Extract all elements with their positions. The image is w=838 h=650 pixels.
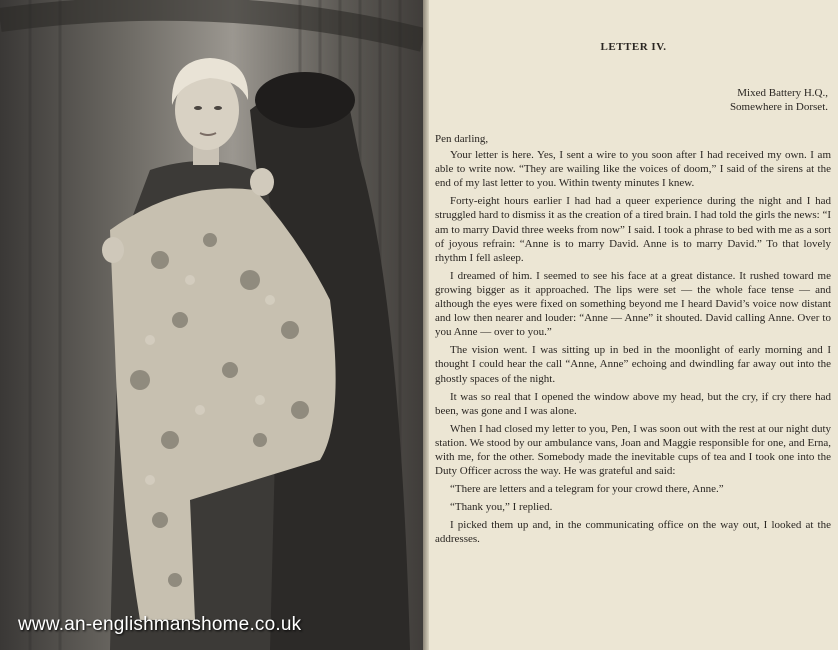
paragraph: Your letter is here. Yes, I sent a wire to you soon after I had received my own. I am able to write now. “They are wailing like the voices of doom,” I said of the sirens at the end of my last letter to you. Within twenty minutes I knew. bbox=[435, 149, 831, 190]
paragraph: Forty-eight hours earlier I had had a queer experience during the night and I had struggled hard to dismiss it as the creation of a tired brain. I had told the girls the news: “I am to marry David three weeks from now” I said. I took a phrase to bed with me as a sort of joyous refrain: “Anne is to marry David. Anne is to marry David.” To that lovely rhythm I fell asleep. bbox=[435, 195, 831, 264]
salutation: Pen darling, bbox=[435, 133, 489, 145]
letter-title: LETTER IV. bbox=[600, 41, 667, 53]
paragraph: The vision went. I was sitting up in bed in the moonlight of early morning and I thought I could hear the call “Anne, Anne” echoing and dwindling far away out into the ghostly spaces of the night. bbox=[435, 344, 831, 385]
paragraph: When I had closed my letter to you, Pen, I was soon out with the rest at our night duty station. We stood by our ambulance vans, Joan and Maggie responsible for one, and Erna, with me, for the other. Somebody made the inevitable cups of tea and I took one into the Duty Officer across the way. He was grateful and said: bbox=[435, 422, 831, 478]
letter-body bbox=[435, 132, 831, 551]
paragraph: It was so real that I opened the window above my head, but the cry, if cry there had been, was gone and I was alone. bbox=[435, 390, 831, 417]
address-line-2: Somewhere in Dorset. bbox=[729, 101, 828, 113]
paragraph: “Thank you,” I replied. bbox=[450, 501, 553, 514]
paragraph: “There are letters and a telegram for your crowd there, Anne.” bbox=[450, 483, 724, 496]
sender-address bbox=[730, 86, 828, 114]
paragraph: I picked them up and, in the communicating office on the way out, I looked at the addresses. bbox=[435, 519, 831, 546]
paragraph: I dreamed of him. I seemed to see his face at a great distance. It rushed toward me growing bigger as it approached. The lips were set — the whole face tense — and although the eyes were fixed on something beyond me I heard David’s voice now distant and low then nearer and louder: “Anne — Anne” it shouted. David calling Anne. Over to you Anne — over to you.” bbox=[435, 269, 831, 339]
letter-page bbox=[429, 0, 838, 650]
address-line-1: Mixed Battery H.Q., bbox=[737, 87, 828, 99]
website-watermark: www.an-englishmanshome.co.uk bbox=[18, 614, 302, 635]
